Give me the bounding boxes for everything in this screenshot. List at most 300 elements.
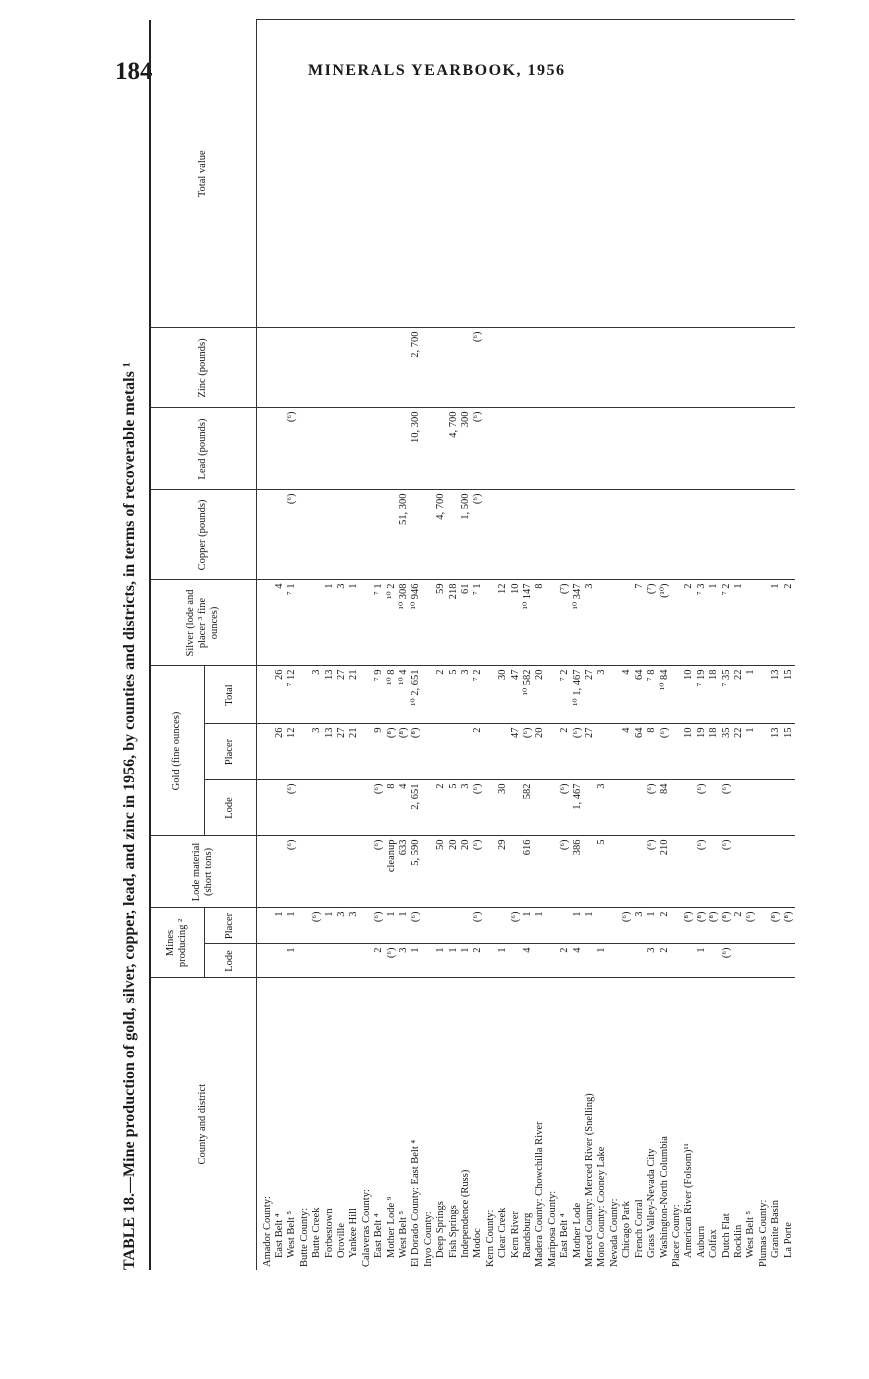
row-label: Fish Springs: [447, 1205, 459, 1258]
table-cell: ⁷ 8: [646, 666, 658, 724]
table-cell: [299, 944, 311, 978]
table-cell: [311, 408, 323, 490]
table-cell: [609, 666, 621, 724]
table-cell: [336, 490, 348, 580]
table-cell: [559, 408, 571, 490]
table-cell: [783, 836, 795, 908]
row-label: Mariposa County:: [546, 1190, 558, 1267]
table-cell: [547, 666, 559, 724]
table-cell: [758, 908, 770, 944]
table-cell: 13: [770, 724, 782, 780]
table-row: [448, 20, 460, 1270]
table-cell: 7: [634, 580, 646, 666]
table-cell: [348, 780, 360, 836]
table-cell: [256, 666, 274, 724]
table-cell: 84: [659, 780, 671, 836]
table-cell: 12: [286, 724, 298, 780]
table-cell: [361, 666, 373, 724]
table-cell: 5: [448, 780, 460, 836]
table-row: [324, 20, 336, 1270]
table-row: [348, 20, 360, 1270]
table-cell: 2: [472, 724, 484, 780]
table-cell: [758, 836, 770, 908]
table-cell: [423, 944, 435, 978]
table-cell: [398, 408, 410, 490]
table-cell: 1: [324, 908, 336, 944]
table-row: [485, 20, 497, 1270]
table-cell: (⁶): [510, 908, 522, 944]
header-gold: Gold (fine ounces): [150, 666, 204, 836]
table-cell: [634, 328, 646, 408]
row-label: East Belt ⁴: [373, 1213, 385, 1258]
table-cell: [547, 408, 559, 490]
table-cell: [472, 20, 484, 328]
table-cell: 2: [683, 580, 695, 666]
table-row: [299, 20, 311, 1270]
table-cell: 3: [596, 666, 608, 724]
table-cell: [423, 20, 435, 328]
header-gold-total: Total: [204, 666, 256, 724]
table-cell: ⁷ 2: [472, 666, 484, 724]
table-cell: [311, 580, 323, 666]
table-cell: [485, 20, 497, 328]
table-cell: (⁸): [410, 724, 422, 780]
table-cell: [299, 836, 311, 908]
table-cell: [435, 20, 447, 328]
table-cell: [634, 836, 646, 908]
table-cell: 27: [584, 666, 596, 724]
table-cell: [534, 328, 546, 408]
table-cell: [596, 328, 608, 408]
table-cell: [770, 944, 782, 978]
table-cell: ¹⁰ 2: [386, 580, 398, 666]
table-cell: [435, 908, 447, 944]
header-county: County and district: [150, 978, 256, 1270]
row-label: Grass Valley-Nevada City: [646, 1148, 658, 1258]
table-cell: [596, 408, 608, 490]
table-cell: [708, 490, 720, 580]
table-cell: [758, 724, 770, 780]
table-row: [621, 20, 633, 1270]
table-cell: [398, 20, 410, 328]
table-cell: (⁶): [286, 408, 298, 490]
table-cell: (⁸): [721, 908, 733, 944]
table-cell: [659, 408, 671, 490]
table-cell: [646, 490, 658, 580]
table-cell: 30: [497, 666, 509, 724]
table-cell: [522, 20, 534, 328]
header-mines-lode: Lode: [204, 944, 256, 978]
table-cell: [299, 20, 311, 328]
table-cell: [286, 20, 298, 328]
row-label: Randsburg: [522, 1212, 534, 1258]
table-cell: 10: [683, 666, 695, 724]
table-cell: [783, 944, 795, 978]
row-label: Deep Springs: [435, 1201, 447, 1258]
table-cell: [547, 580, 559, 666]
table-cell: [609, 328, 621, 408]
row-label: American River (Folsom)¹¹: [683, 1143, 695, 1258]
table-cell: [435, 328, 447, 408]
table-row: [659, 20, 671, 1270]
table-cell: [547, 944, 559, 978]
table-cell: (⁶): [472, 908, 484, 944]
table-cell: 30: [497, 780, 509, 836]
table-cell: (⁶): [286, 836, 298, 908]
header-gold-placer: Placer: [204, 724, 256, 780]
table-cell: 10: [683, 724, 695, 780]
table-cell: [646, 20, 658, 328]
row-label: Butte County:: [298, 1207, 310, 1267]
table-cell: [609, 408, 621, 490]
table-cell: 1: [522, 908, 534, 944]
table-cell: 22: [733, 666, 745, 724]
header-lode-material: Lode material (short tons): [150, 836, 256, 908]
table-cell: [274, 328, 286, 408]
table-cell: [758, 944, 770, 978]
rotated-table-block: [115, 120, 795, 1270]
table-cell: 1: [584, 908, 596, 944]
table-cell: 47: [510, 666, 522, 724]
table-cell: [721, 490, 733, 580]
table-cell: [534, 408, 546, 490]
table-cell: [485, 724, 497, 780]
table-cell: 218: [448, 580, 460, 666]
table-title: TABLE 18.—Mine production of gold, silver, copper, lead, and zinc in 1956, by counties and districts, in terms of recoverable metals ¹: [121, 362, 138, 1270]
table-cell: [683, 944, 695, 978]
table-cell: [770, 490, 782, 580]
table-cell: 1: [324, 580, 336, 666]
table-cell: (¹⁰): [659, 580, 671, 666]
table-row: [274, 20, 286, 1270]
table-cell: (⁶): [721, 944, 733, 978]
table-cell: [758, 20, 770, 328]
table-cell: [733, 836, 745, 908]
table-cell: [584, 20, 596, 328]
table-cell: [783, 328, 795, 408]
table-cell: [683, 490, 695, 580]
table-cell: [584, 408, 596, 490]
table-cell: [671, 836, 683, 908]
table-cell: [572, 408, 584, 490]
row-label: Madera County: Chowchilla River: [534, 1121, 546, 1267]
table-cell: 1: [708, 580, 720, 666]
table-cell: 2: [472, 944, 484, 978]
table-cell: 4, 700: [435, 490, 447, 580]
table-cell: (⁸): [386, 724, 398, 780]
row-label: Colfax: [708, 1229, 720, 1258]
table-cell: [758, 328, 770, 408]
table-cell: [256, 408, 274, 490]
table-cell: ⁷ 35: [721, 666, 733, 724]
header-mines: Mines producing ²: [150, 908, 204, 978]
table-cell: [324, 780, 336, 836]
table-cell: (⁷): [559, 580, 571, 666]
table-cell: [534, 490, 546, 580]
table-cell: [324, 408, 336, 490]
table-cell: [311, 944, 323, 978]
table-cell: [348, 328, 360, 408]
table-cell: 47: [510, 724, 522, 780]
table-cell: [361, 724, 373, 780]
table-cell: (⁶): [522, 724, 534, 780]
table-cell: [547, 908, 559, 944]
table-cell: ¹⁰ 582: [522, 666, 534, 724]
table-row: [460, 20, 472, 1270]
table-cell: [386, 20, 398, 328]
table-cell: 8: [386, 780, 398, 836]
row-label: La Porte: [782, 1222, 794, 1258]
table-cell: [609, 908, 621, 944]
table-cell: 1: [286, 944, 298, 978]
table-cell: 3: [460, 780, 472, 836]
table-cell: 22: [733, 724, 745, 780]
row-label: Dutch Flat: [720, 1213, 732, 1258]
table-cell: [299, 408, 311, 490]
table-cell: [708, 20, 720, 328]
row-label: Mother Lode: [571, 1202, 583, 1258]
table-cell: [683, 328, 695, 408]
table-cell: [361, 408, 373, 490]
table-cell: [671, 908, 683, 944]
table-cell: 20: [534, 724, 546, 780]
table-cell: [299, 490, 311, 580]
table-row: [683, 20, 695, 1270]
row-label: Kern River: [509, 1211, 521, 1258]
table-cell: [559, 908, 571, 944]
table-cell: 4: [572, 944, 584, 978]
table-cell: [485, 490, 497, 580]
table-cell: 1: [448, 944, 460, 978]
table-cell: 633: [398, 836, 410, 908]
table-cell: (⁶): [386, 944, 398, 978]
table-cell: [634, 780, 646, 836]
table-cell: 64: [634, 666, 646, 724]
table-cell: [758, 490, 770, 580]
table-cell: (⁶): [472, 408, 484, 490]
table-cell: [572, 490, 584, 580]
table-cell: (⁶): [572, 724, 584, 780]
table-cell: 210: [659, 836, 671, 908]
table-cell: 1: [410, 944, 422, 978]
row-label: Amador County:: [261, 1196, 273, 1267]
table-cell: [510, 490, 522, 580]
table-cell: [770, 20, 782, 328]
table-cell: [708, 780, 720, 836]
table-cell: [671, 944, 683, 978]
table-row: [758, 20, 770, 1270]
table-cell: [423, 408, 435, 490]
table-cell: 10: [510, 580, 522, 666]
table-cell: [361, 836, 373, 908]
row-label: Kern County:: [484, 1209, 496, 1267]
table-cell: [758, 580, 770, 666]
table-cell: 1: [745, 666, 757, 724]
table-row: [510, 20, 522, 1270]
row-label: Placer County:: [670, 1204, 682, 1267]
table-row: [609, 20, 621, 1270]
table-cell: [559, 490, 571, 580]
row-label: East Belt ⁴: [559, 1213, 571, 1258]
table-cell: [547, 780, 559, 836]
header-gold-lode: Lode: [204, 780, 256, 836]
table-cell: [361, 490, 373, 580]
table-cell: [770, 408, 782, 490]
table-cell: 8: [646, 724, 658, 780]
table-cell: [671, 408, 683, 490]
table-cell: ¹⁰ 147: [522, 580, 534, 666]
table-cell: [324, 836, 336, 908]
table-cell: [324, 20, 336, 328]
table-cell: [609, 20, 621, 328]
table-cell: [683, 408, 695, 490]
table-cell: [696, 408, 708, 490]
table-cell: [423, 908, 435, 944]
row-label: Yankee Hill: [348, 1208, 360, 1258]
table-cell: [256, 944, 274, 978]
table-cell: [621, 20, 633, 328]
table-cell: [311, 328, 323, 408]
table-cell: [510, 20, 522, 328]
table-cell: [485, 328, 497, 408]
table-cell: [596, 908, 608, 944]
table-cell: 19: [696, 724, 708, 780]
table-cell: [721, 328, 733, 408]
page-number: 184: [115, 58, 153, 85]
table-cell: [609, 580, 621, 666]
table-cell: [510, 944, 522, 978]
table-cell: [708, 408, 720, 490]
table-cell: 2: [373, 944, 385, 978]
table-cell: 9: [373, 724, 385, 780]
table-cell: ⁷ 3: [696, 580, 708, 666]
table-cell: 10, 300: [410, 408, 422, 490]
table-cell: [770, 836, 782, 908]
table-cell: 1: [770, 580, 782, 666]
table-cell: 4, 700: [448, 408, 460, 490]
table-cell: 13: [324, 724, 336, 780]
row-label: Chicago Park: [621, 1201, 633, 1258]
table-cell: [696, 328, 708, 408]
table-cell: [485, 836, 497, 908]
table-cell: [621, 328, 633, 408]
table-row: [745, 20, 757, 1270]
table-cell: [311, 20, 323, 328]
table-cell: 1: [274, 908, 286, 944]
table-cell: [547, 20, 559, 328]
table-row: [423, 20, 435, 1270]
table-cell: [448, 20, 460, 328]
table-cell: (⁶): [286, 490, 298, 580]
table-cell: 2, 700: [410, 328, 422, 408]
table-cell: (⁶): [659, 724, 671, 780]
table-cell: ¹⁰ 2, 651: [410, 666, 422, 724]
table-cell: (⁸): [683, 908, 695, 944]
table-cell: [460, 20, 472, 328]
table-cell: [596, 490, 608, 580]
table-cell: 1: [286, 908, 298, 944]
table-row: [547, 20, 559, 1270]
table-cell: 2: [559, 944, 571, 978]
table-cell: [621, 580, 633, 666]
row-label: Independence (Russ): [460, 1169, 471, 1258]
table-row: [721, 20, 733, 1270]
table-cell: [361, 328, 373, 408]
table-row: [783, 20, 795, 1270]
table-cell: [683, 20, 695, 328]
table-cell: [671, 580, 683, 666]
table-cell: 1: [646, 908, 658, 944]
table-cell: [609, 836, 621, 908]
table-cell: 20: [534, 666, 546, 724]
table-cell: [783, 780, 795, 836]
table-cell: ¹⁰ 8: [386, 666, 398, 724]
row-label: Butte Creek: [311, 1207, 323, 1258]
table-cell: [423, 724, 435, 780]
table-cell: 3: [336, 580, 348, 666]
table-cell: 15: [783, 724, 795, 780]
table-row: [336, 20, 348, 1270]
table-cell: [547, 836, 559, 908]
table-cell: [497, 408, 509, 490]
row-label: Mother Lode ⁹: [385, 1196, 397, 1258]
table-cell: 2, 651: [410, 780, 422, 836]
table-cell: ⁷ 1: [472, 580, 484, 666]
table-cell: [361, 944, 373, 978]
table-cell: [572, 328, 584, 408]
table-cell: 64: [634, 724, 646, 780]
table-cell: [386, 408, 398, 490]
table-cell: [659, 328, 671, 408]
table-cell: [423, 580, 435, 666]
table-cell: [621, 780, 633, 836]
table-cell: 1, 500: [460, 490, 472, 580]
header-zinc: Zinc (pounds): [150, 328, 256, 408]
table-cell: [324, 490, 336, 580]
table-cell: [559, 328, 571, 408]
row-label: Merced County: Merced River (Snelling): [584, 1093, 596, 1267]
table-cell: [435, 724, 447, 780]
row-label: Granite Basin: [770, 1199, 782, 1258]
table-cell: [671, 490, 683, 580]
row-label: West Belt ⁵: [286, 1210, 298, 1258]
table-row: [559, 20, 571, 1270]
table-cell: [733, 20, 745, 328]
table-cell: [671, 724, 683, 780]
table-cell: 4: [621, 724, 633, 780]
table-cell: [646, 408, 658, 490]
table-cell: (⁶): [410, 908, 422, 944]
table-cell: 3: [311, 666, 323, 724]
table-cell: [634, 408, 646, 490]
table-cell: 3: [596, 780, 608, 836]
table-cell: [299, 580, 311, 666]
table-cell: [745, 490, 757, 580]
table-row: [770, 20, 782, 1270]
table-cell: (⁶): [472, 328, 484, 408]
table-cell: [485, 580, 497, 666]
table-cell: [708, 944, 720, 978]
table-cell: [448, 490, 460, 580]
table-cell: [336, 408, 348, 490]
table-cell: [256, 780, 274, 836]
table-cell: ¹⁰ 4: [398, 666, 410, 724]
table-cell: (⁸): [708, 908, 720, 944]
table-cell: [497, 724, 509, 780]
table-cell: [733, 408, 745, 490]
table-cell: ⁷ 2: [721, 580, 733, 666]
table-cell: (⁶): [745, 908, 757, 944]
